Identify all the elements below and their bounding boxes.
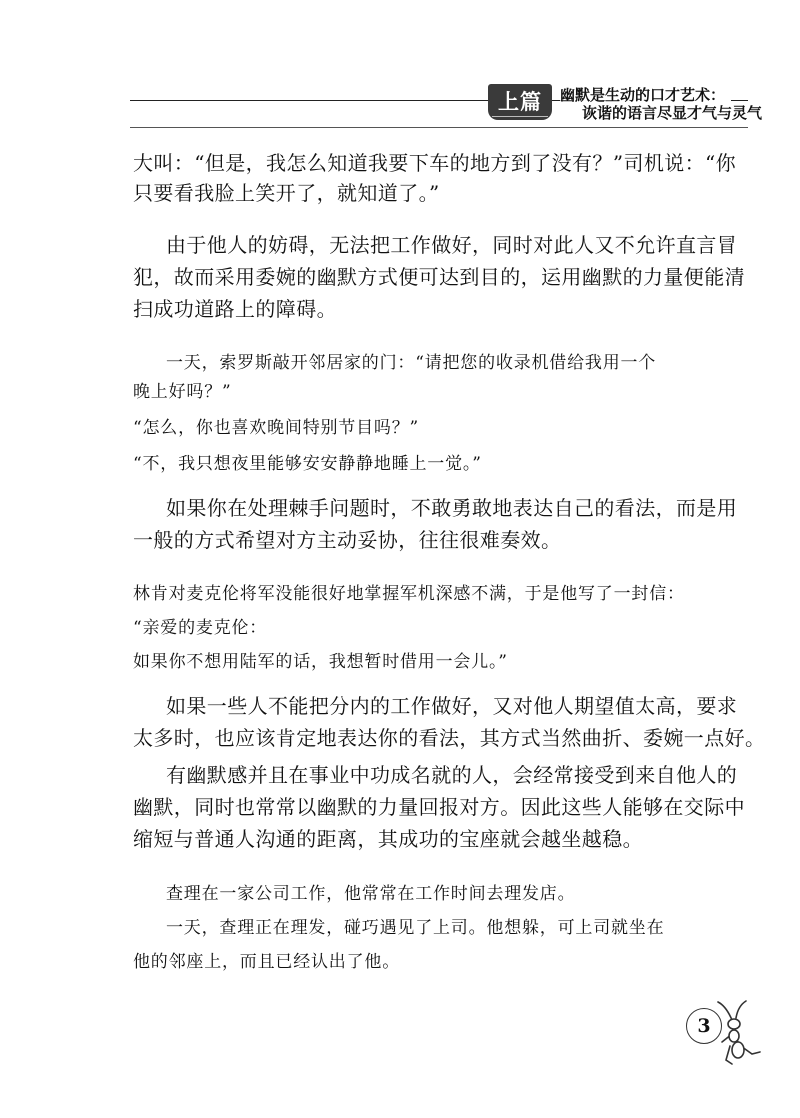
text-line: 由于他人的妨碍，无法把工作做好，同时对此人又不允许直言冒 xyxy=(166,233,738,257)
text-line: 扫成功道路上的障碍。 xyxy=(133,297,337,321)
header-rule-bottom xyxy=(130,127,748,128)
quote-line: 林肯对麦克伦将军没能很好地掌握军机深感不满，于是他写了一封信： xyxy=(133,584,685,604)
text-line: 幽默，同时也常常以幽默的力量回报对方。因此这些人能够在交际中 xyxy=(133,795,745,819)
text-line: 有幽默感并且在事业中功成名就的人，会经常接受到来自他人的 xyxy=(166,763,738,787)
text-line: 一般的方式希望对方主动妥协，往往很难奏效。 xyxy=(133,528,562,552)
section-badge: 上篇 xyxy=(488,84,552,120)
quote-line: 查理在一家公司工作，他常常在工作时间去理发店。 xyxy=(166,884,576,904)
chapter-title-line-1: 幽默是生动的口才艺术： xyxy=(560,87,731,104)
quote-line: 如果你不想用陆军的话，我想暂时借用一会儿。” xyxy=(133,652,508,672)
quote-line: 一天，索罗斯敲开邻居家的门：“请把您的收录机借给我用一个 xyxy=(166,353,657,373)
quote-line: “不，我只想夜里能够安安静静地睡上一觉。” xyxy=(133,454,482,474)
quote-line: “亲爱的麦克伦： xyxy=(133,618,268,638)
text-line: 大叫：“但是，我怎么知道我要下车的地方到了没有？”司机说：“你 xyxy=(133,151,737,175)
text-line: 如果你在处理棘手问题时，不敢勇敢地表达自己的看法，而是用 xyxy=(166,496,738,520)
quote-line: 一天，查理正在理发，碰巧遇见了上司。他想躲，可上司就坐在 xyxy=(166,918,665,938)
quote-line: 他的邻座上，而且已经认出了他。 xyxy=(133,952,400,972)
text-line: 犯，故而采用委婉的幽默方式便可达到目的，运用幽默的力量便能清 xyxy=(133,265,745,289)
quote-line: 晚上好吗？” xyxy=(133,382,232,402)
text-line: 缩短与普通人沟通的距离，其成功的宝座就会越坐越稳。 xyxy=(133,827,643,851)
text-line: 只要看我脸上笑开了，就知道了。” xyxy=(133,181,440,205)
running-header xyxy=(130,84,763,128)
chapter-title-line-2: 诙谐的语言尽显才气与灵气 xyxy=(582,104,763,122)
page-footer xyxy=(678,998,764,1068)
text-line: 如果一些人不能把分内的工作做好，又对他人期望值太高，要求 xyxy=(166,694,738,718)
quote-line: “怎么，你也喜欢晚间特别节目吗？” xyxy=(133,418,419,438)
text-line: 太多时，也应该肯定地表达你的看法，其方式当然曲折、委婉一点好。 xyxy=(133,726,766,750)
page-number: 3 xyxy=(686,1008,722,1044)
